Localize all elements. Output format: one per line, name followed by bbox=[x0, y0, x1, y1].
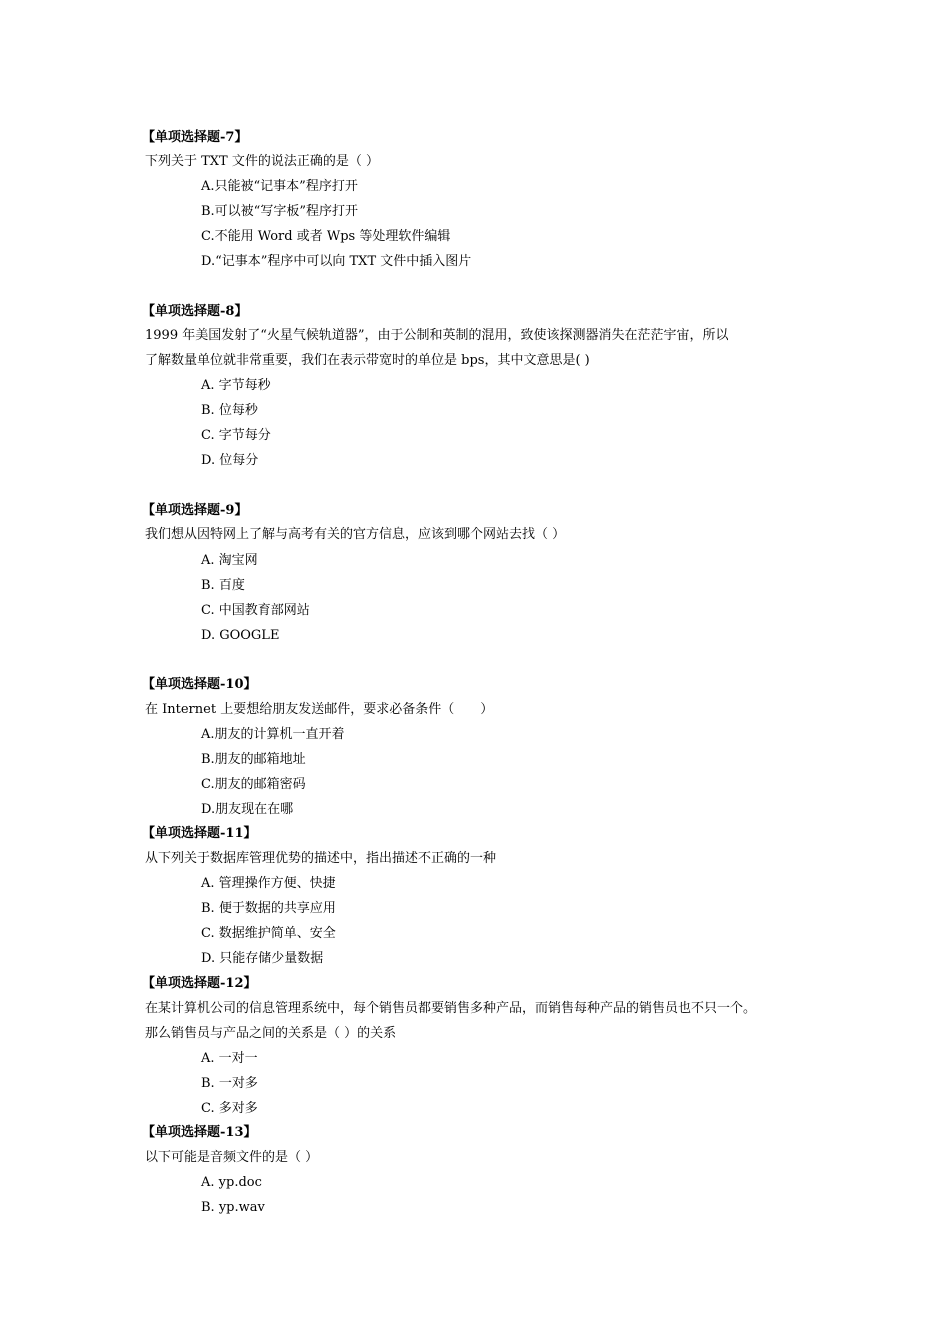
question-stem: 在 Internet 上要想给朋友发送邮件，要求必备条件（ ） bbox=[145, 702, 494, 717]
option-a: A. 淘宝网 bbox=[201, 553, 258, 568]
question-title: 【单项选择题-9】 bbox=[142, 503, 248, 518]
question-stem: 下列关于 TXT 文件的说法正确的是（ ） bbox=[145, 154, 379, 169]
option-a: A.朋友的计算机一直开着 bbox=[201, 727, 345, 742]
question-stem: 在某计算机公司的信息管理系统中，每个销售员都要销售多种产品，而销售每种产品的销售员也不只一个。 bbox=[145, 1001, 757, 1016]
question-title: 【单项选择题-7】 bbox=[142, 130, 248, 145]
option-d: D. 位每分 bbox=[201, 453, 259, 468]
option-b: B.可以被“写字板”程序打开 bbox=[201, 204, 358, 219]
question-stem: 以下可能是音频文件的是（ ） bbox=[145, 1150, 319, 1165]
option-c: C. 多对多 bbox=[201, 1101, 258, 1116]
option-c: C. 数据维护简单、安全 bbox=[201, 926, 336, 941]
option-b: B. 百度 bbox=[201, 578, 245, 593]
question-stem: 我们想从因特网上了解与高考有关的官方信息，应该到哪个网站去找（ ） bbox=[145, 527, 566, 542]
option-c: C.不能用 Word 或者 Wps 等处理软件编辑 bbox=[201, 229, 451, 244]
question-title: 【单项选择题-12】 bbox=[142, 976, 257, 991]
question-title: 【单项选择题-8】 bbox=[142, 304, 248, 319]
option-d: D.朋友现在在哪 bbox=[201, 802, 294, 817]
option-d: D.“记事本”程序中可以向 TXT 文件中插入图片 bbox=[201, 254, 472, 269]
option-b: B. 位每秒 bbox=[201, 403, 258, 418]
option-b: B. yp.wav bbox=[201, 1200, 265, 1215]
option-a: A. 一对一 bbox=[201, 1051, 258, 1066]
question-stem: 1999 年美国发射了“火星气候轨道器”，由于公制和英制的混用，致使该探测器消失在茫茫宇宙，所以 bbox=[145, 328, 729, 343]
option-a: A. yp.doc bbox=[201, 1175, 262, 1190]
option-a: A. 字节每秒 bbox=[201, 378, 271, 393]
question-title: 【单项选择题-13】 bbox=[142, 1125, 257, 1140]
option-b: B. 一对多 bbox=[201, 1076, 258, 1091]
question-title: 【单项选择题-11】 bbox=[142, 826, 257, 841]
question-stem: 从下列关于数据库管理优势的描述中，指出描述不正确的一种 bbox=[145, 851, 497, 866]
option-d: D. GOOGLE bbox=[201, 628, 280, 643]
option-c: C. 字节每分 bbox=[201, 428, 271, 443]
option-a: A. 管理操作方便、快捷 bbox=[201, 876, 336, 891]
option-d: D. 只能存储少量数据 bbox=[201, 951, 324, 966]
option-b: B.朋友的邮箱地址 bbox=[201, 752, 306, 767]
question-stem: 了解数量单位就非常重要，我们在表示带宽时的单位是 bps，其中文意思是( ) bbox=[145, 353, 590, 368]
question-title: 【单项选择题-10】 bbox=[142, 677, 257, 692]
option-c: C. 中国教育部网站 bbox=[201, 603, 310, 618]
option-a: A.只能被“记事本”程序打开 bbox=[201, 179, 358, 194]
option-c: C.朋友的邮箱密码 bbox=[201, 777, 306, 792]
option-b: B. 便于数据的共享应用 bbox=[201, 901, 336, 916]
question-stem: 那么销售员与产品之间的关系是（ ）的关系 bbox=[145, 1026, 397, 1041]
